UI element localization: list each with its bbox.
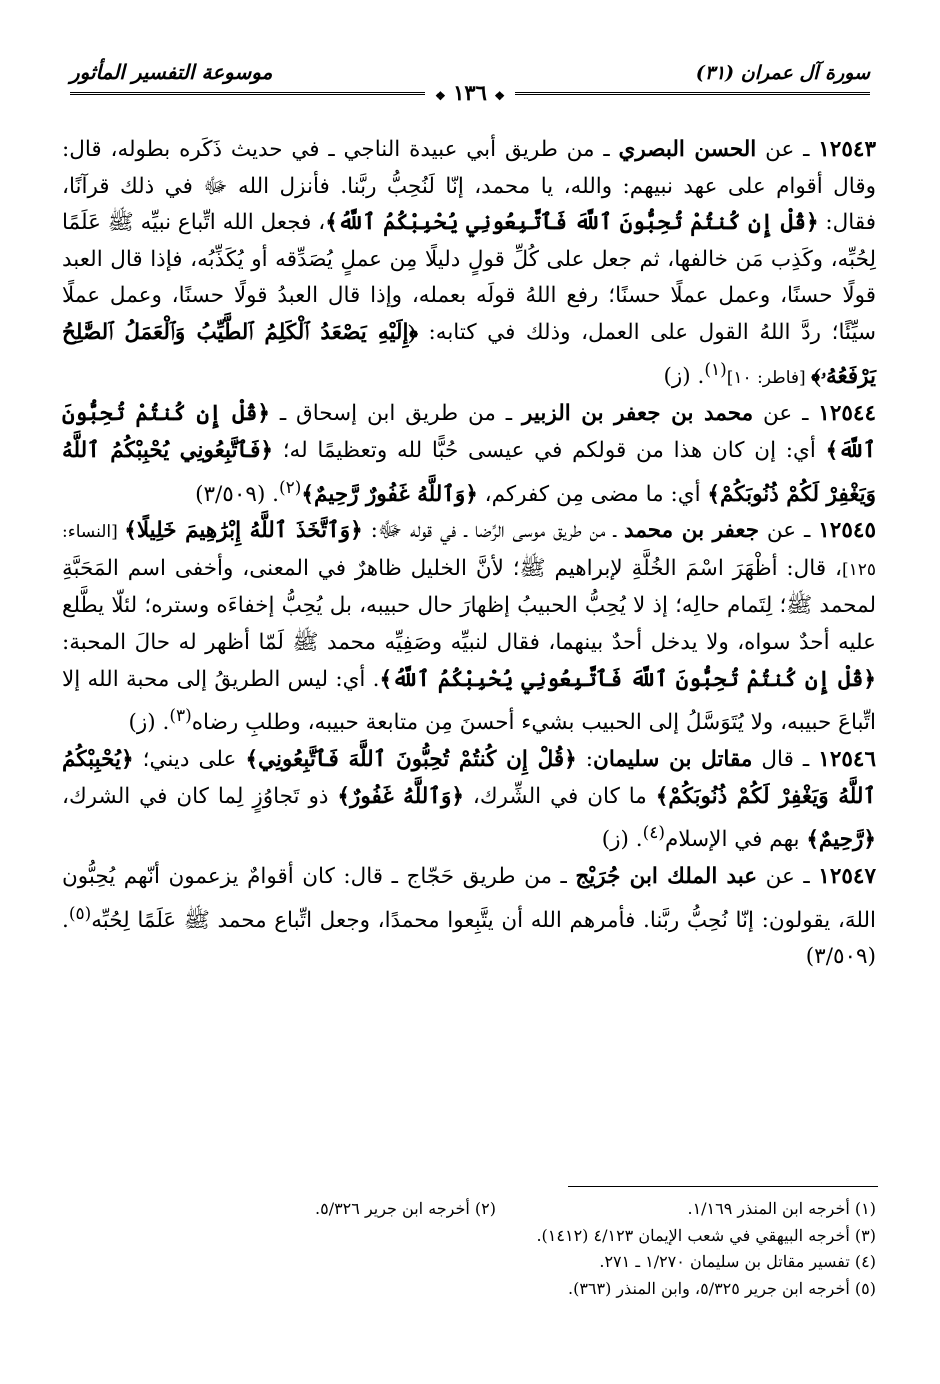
footnote-row — [62, 1196, 876, 1223]
quran-quote: ﴿قُلْ إِن كُنتُمْ تُحِبُّونَ ٱللَّهَ فَٱتَّبِعُونِي يُحْبِبْكُمُ ٱللَّهُ﴾ — [325, 210, 819, 236]
narrator-name: الحسن البصري — [618, 137, 757, 162]
entry-number: ١٢٥٤٦ — [818, 746, 877, 772]
entry-12547 — [62, 859, 876, 976]
entry-number: ١٢٥٤٥ — [818, 518, 876, 544]
source-code: . (ز) — [601, 827, 643, 853]
entry-text: ، فجعل الله اتِّباع نبيِّه ﷺ عَلَمًا لِحُبِّه، وكَذِب مَن خالفها، ثم جعل على كُلِّ قولٍ دليلًا مِن عملٍ يُصَدِّقه أو يُكَذِّبُه، فإذا قال العبد قولًا حسنًا، وعمل عملًا حسنًا؛ رفع اللهُ قولَه بعمله، وإذا قال العبدُ قولًا حسنًا، وعمل عملًا سيِّئًا؛ ردَّ اللهُ القول على العمل، وذلك في كتابه: — [62, 210, 876, 345]
footnote-3: (٣) أخرجه البيهقي في شعب الإيمان ٤/١٢٣ (١٤١٢). — [536, 1225, 876, 1245]
entry-sep: ـ عن — [756, 137, 819, 162]
quran-quote: ﴿وَٱللَّهُ غَفُورٌ رَّحِيمٌ﴾ — [301, 481, 478, 507]
page-number: ١٣٦ — [453, 80, 487, 105]
quran-quote: ﴿قُلْ إِن كُنتُمْ تُحِبُّونَ ٱللَّهَ فَٱتَّبِعُونِي﴾ — [245, 746, 577, 772]
source-code: . (٣/٥٠٩) — [195, 481, 279, 507]
quran-quote: ﴿وَٱتَّخَذَ ٱللَّهُ إِبْرَٰهِيمَ خَلِيلًا﴾ — [124, 518, 363, 544]
footnote-marker: (٣) — [169, 706, 192, 727]
narrator-name: جعفر بن محمد — [624, 518, 760, 544]
ornament-icon: ❖ — [494, 89, 505, 103]
entry-text: ـ من طريق موسى الرِّضا ـ في قوله ﷻ: — [362, 518, 625, 544]
quran-quote: ﴿يُحْبِبْكُمُ ٱللَّهُ وَيَغْفِرْ لَكُمْ ذُنُوبَكُمْ﴾ — [62, 746, 876, 809]
footnote-marker: (٤) — [642, 823, 666, 844]
quran-quote: ﴿وَٱللَّهُ غَفُورٌ﴾ — [337, 783, 464, 809]
ornament-icon: ❖ — [435, 89, 446, 103]
entry-12544 — [62, 396, 876, 513]
surah-reference: [النساء: ١٢٥] — [62, 522, 876, 580]
entry-text: : — [576, 746, 594, 772]
source-code: . (ز) — [128, 710, 170, 736]
quran-quote: ﴿قُلْ إِن كُنتُمْ تُحِبُّونَ ٱللَّهَ﴾ — [62, 401, 876, 463]
entry-number: ١٢٥٤٣ — [818, 137, 876, 162]
entry-sep: ـ عن — [757, 863, 819, 889]
narrator-name: عبد الملك ابن جُرَيْج — [575, 863, 758, 889]
footnote-divider — [568, 1186, 878, 1187]
main-text — [62, 132, 876, 976]
quran-quote: ﴿قُلْ إِن كُنتُمْ تُحِبُّونَ ٱللَّهَ فَٱتَّبِعُونِي يُحْبِبْكُمُ ٱللَّهُ﴾ — [379, 666, 876, 692]
entry-12545 — [62, 513, 876, 742]
surah-reference: [فاطر: ١٠] — [726, 367, 812, 388]
narrator-name: مقاتل بن سليمان — [593, 746, 753, 772]
quran-quote: ﴿إِلَيْهِ يَصْعَدُ ٱلْكَلِمُ ٱلطَّيِّبُ وَٱلْعَمَلُ ٱلصَّٰلِحُ يَرْفَعُهُۥ﴾ — [62, 319, 876, 389]
entry-sep: ـ عن — [759, 518, 819, 544]
footnote-marker: (٢) — [279, 477, 302, 498]
source-code: . (٣/٥٠٩) — [62, 907, 876, 970]
footnote-1: (١) أخرجه ابن المنذر ١/١٦٩. — [687, 1199, 876, 1218]
entry-sep: ـ قال — [752, 746, 819, 772]
page-header — [70, 56, 870, 108]
page-number-block — [425, 80, 515, 105]
quran-quote: ﴿فَٱتَّبِعُونِي يُحْبِبْكُمُ ٱللَّهُ وَيَغْفِرْ لَكُمْ ذُنُوبَكُمْ﴾ — [62, 437, 876, 507]
entry-text: أي: ما مضى مِن كفركم، — [477, 481, 708, 507]
entry-12546 — [62, 742, 876, 859]
entry-text: أي: إن كان هذا من قولكم في عيسى حُبًّا لله وتعظيمًا له؛ — [272, 437, 826, 463]
entry-12543 — [62, 132, 876, 396]
footnote-marker: (٥) — [68, 903, 92, 924]
entry-text: ـ من طريق أبي عبيدة الناجي ـ في حديث ذَكَره بطوله، قال: وقال أقوام على عهد نبيهم: والله، يا محمد، إنّا لَنُحِبُّ ربَّنا. فأنزل الله ﷻ في ذلك قرآنًا، فقال: — [62, 137, 876, 236]
entry-text: بهم في الإسلام — [665, 827, 807, 853]
entry-text: ـ من طريق ابن إسحاق ـ — [269, 401, 522, 427]
book-title: موسوعة التفسير المأثور — [70, 60, 273, 84]
quran-quote: ﴿رَّحِيمٌ﴾ — [806, 827, 876, 853]
entry-sep: ـ عن — [753, 401, 819, 427]
entry-text: . أي: ليس الطريقُ إلى محبة الله إلا اتِّباعَ حبيبه، ولا يُتَوَسَّلُ إلى الحبيب بشيء أحسنَ مِن متابعة حبيبه، وطلبِ رضاه — [62, 666, 876, 736]
footnote-5: (٥) أخرجه ابن جرير ٥/٣٢٥، وابن المنذر (٣٦٣). — [567, 1278, 876, 1298]
entry-number: ١٢٥٤٧ — [818, 863, 877, 889]
entry-text: ذو تَجاوُزٍ لِما كان في الشرك، — [62, 783, 338, 809]
footnotes — [62, 1196, 876, 1302]
entry-number: ١٢٥٤٤ — [818, 401, 877, 427]
entry-text: على ديني؛ — [133, 746, 246, 772]
footnote-marker: (١) — [704, 359, 727, 380]
source-code: . (ز) — [663, 363, 705, 389]
footnote-4: (٤) تفسير مقاتل بن سليمان ١/٢٧٠ ـ ٢٧١. — [599, 1252, 876, 1271]
entry-text: ما كان في الشِّرك، — [463, 783, 656, 809]
narrator-name: محمد بن جعفر بن الزبير — [522, 401, 754, 427]
entry-text: ـ من طريق حَجّاج ـ قال: كان أقوامٌ يزعمون أنّهم يُحِبُّون اللهَ، يقولون: إنّا نُحِبُّ ربَّنا. فأمرهم الله أن يتَّبِعوا محمدًا، وجعل اتِّباع محمد ﷺ عَلَمًا لِحُبِّه — [62, 863, 876, 933]
surah-title: سورة آل عمران (٣١) — [695, 62, 870, 84]
footnote-2: (٢) أخرجه ابن جرير ٥/٣٢٦. — [315, 1199, 496, 1218]
entry-text: ، قال: أظْهَرَ اسْمَ الخُلَّةِ لإبراهيم ﷺ؛ لأنَّ الخليل ظاهرٌ في المعنى، وأخفى اسم المَحَبَّةِ لمحمد ﷺ؛ لِتَمام حالِه؛ إذ لا يُحِبُّ الحبيبُ إظهارَ حال حبيبه، بل يُحِبُّ إخفاءَه وستره؛ لئلّا يطَّلع عليه أحدٌ سواه، ولا يدخل أحدٌ بينهما، فقال لنبيِّه وصَفِيِّه محمد ﷺ لَمّا أظهر له حالَ المحبة: — [62, 555, 876, 656]
